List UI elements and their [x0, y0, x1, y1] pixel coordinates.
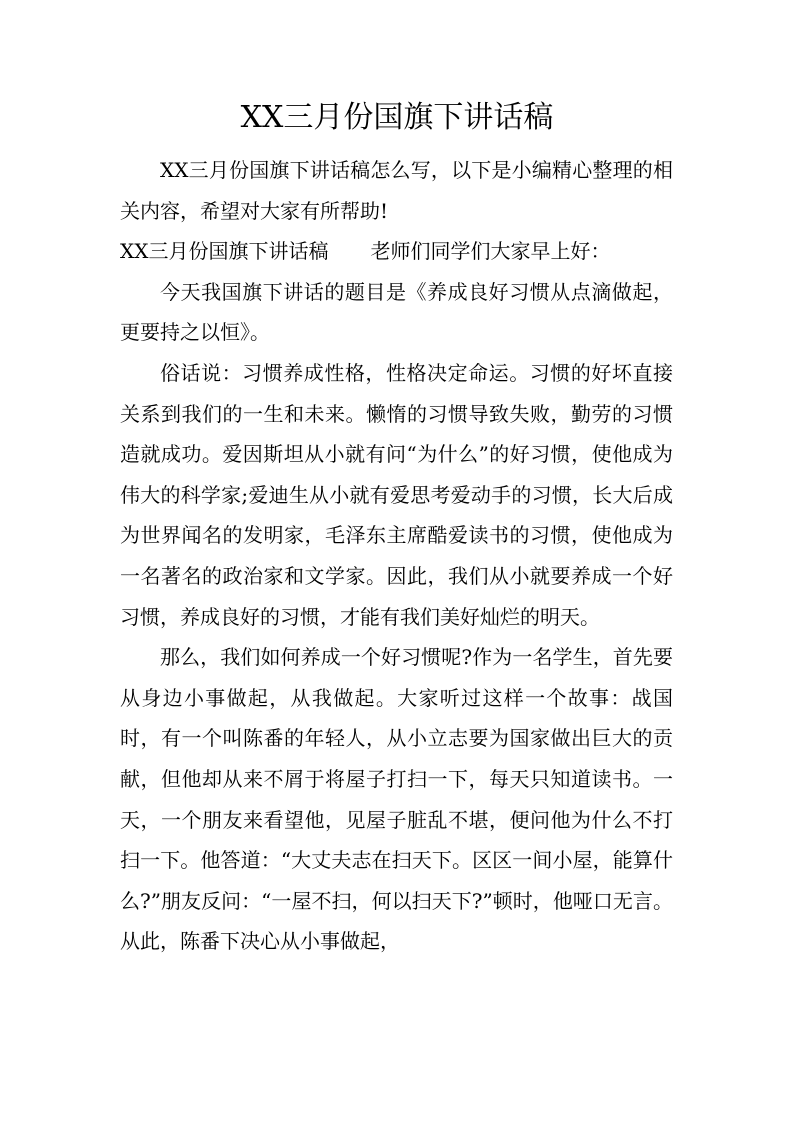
intro-paragraph: XX三月份国旗下讲话稿怎么写，以下是小编精心整理的相关内容，希望对大家有所帮助!: [120, 158, 673, 223]
document-body: [120, 150, 673, 962]
story-paragraph: 那么，我们如何养成一个好习惯呢?作为一名学生，首先要从身边小事做起，从我做起。大家听过这样一个故事：战国时，有一个叫陈番的年轻人，从小立志要为国家做出巨大的贡献，但他却从来不屑于将屋子打扫一下，每天只知道读书。一天，一个朋友来看望他，见屋子脏乱不堪，便问他为什么不打扫一下。他答道：“大丈夫志在扫天下。区区一间小屋，能算什么?”朋友反问：“一屋不扫，何以扫天下?”顿时，他哑口无言。从此，陈番下决心从小事做起，: [120, 645, 673, 954]
document-title: XX三月份国旗下讲话稿: [240, 100, 554, 135]
heading-line-paragraph: [120, 231, 673, 272]
heading-line-left-text: XX三月份国旗下讲话稿: [120, 239, 329, 264]
habit-paragraph: 俗话说：习惯养成性格，性格决定命运。习惯的好坏直接关系到我们的一生和未来。懒惰的习惯导致失败，勤劳的习惯造就成功。爱因斯坦从小就有问“为什么”的好习惯，使他成为伟大的科学家;爱迪生从小就有爱思考爱动手的习惯，长大后成为世界闻名的发明家，毛泽东主席酷爱读书的习惯，使他成为一名著名的政治家和文学家。因此，我们从小就要养成一个好习惯，养成良好的习惯，才能有我们美好灿烂的明天。: [120, 360, 673, 629]
topic-paragraph: 今天我国旗下讲话的题目是《养成良好习惯从点滴做起，更要持之以恒》。: [120, 279, 673, 345]
heading-line-right-text: 老师们同学们大家早上好：: [370, 239, 611, 264]
